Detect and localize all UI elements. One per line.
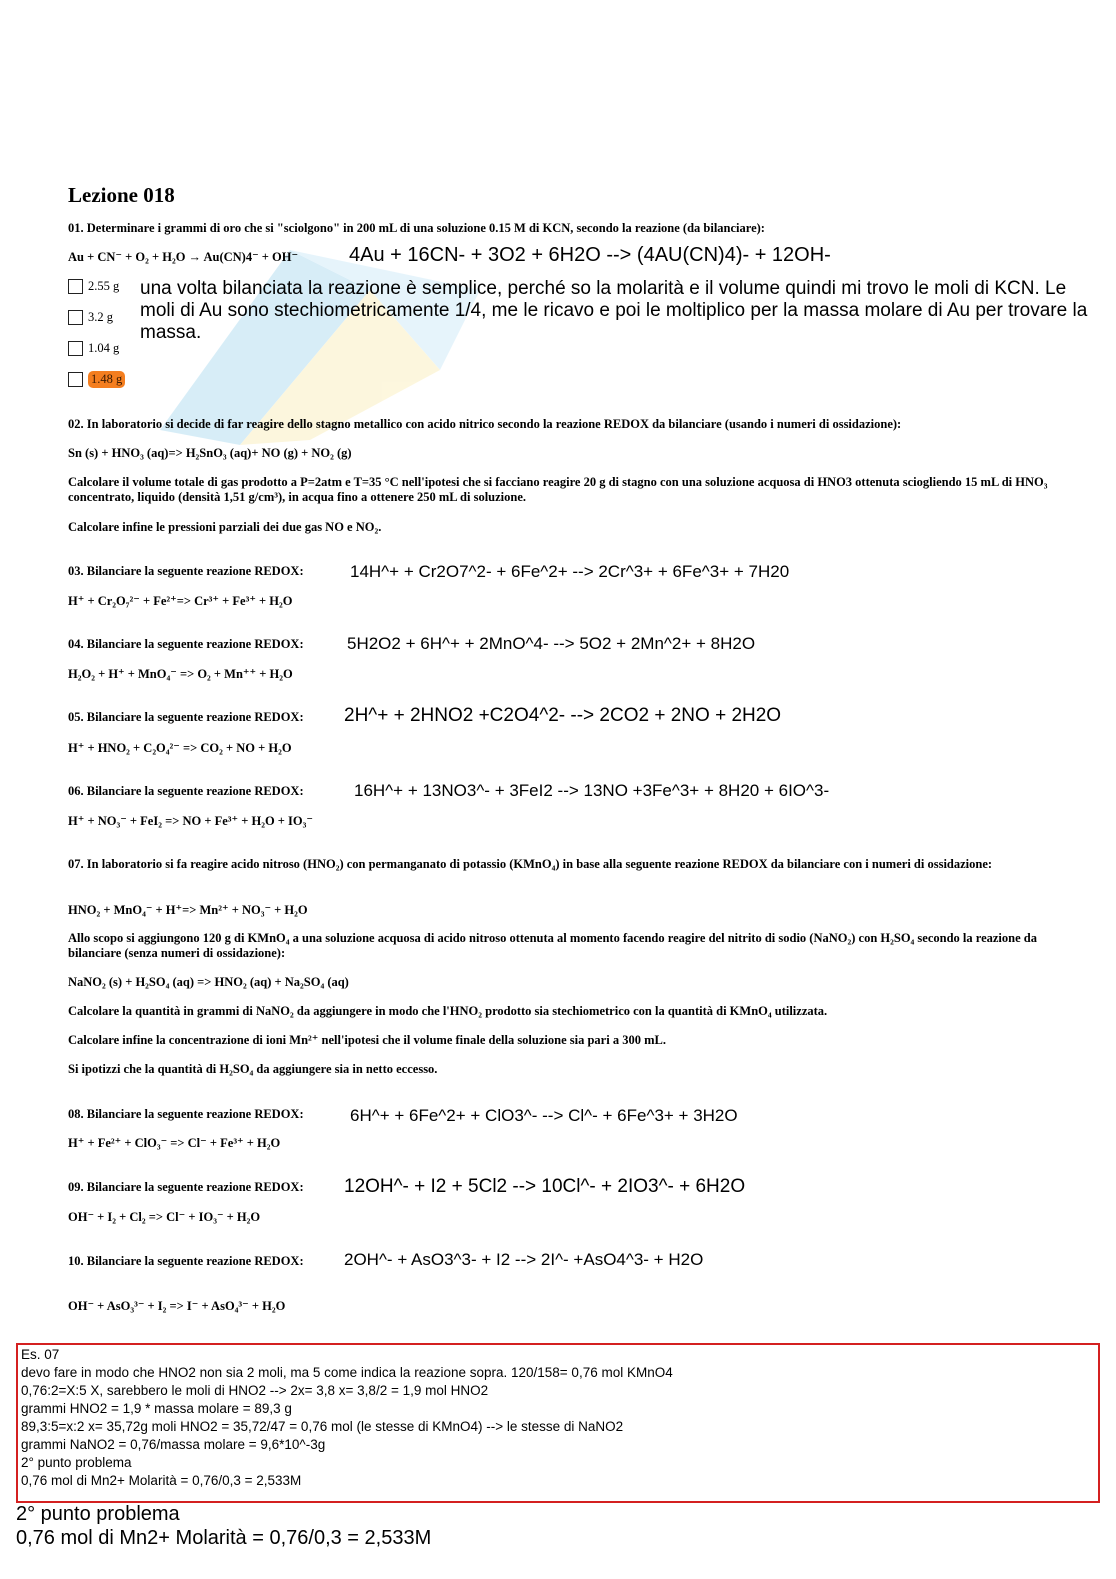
option-label: 2.55 g: [88, 279, 120, 293]
notes-overflow-line-1: 2° punto problema: [16, 1503, 180, 1525]
question-07-equation-2: NaNO₂ (s) + H₂SO₄ (aq) => HNO₂ (aq) + Na₂SO₄ (aq): [68, 975, 349, 989]
notes-line: grammi HNO2 = 1,9 * massa molare = 89,3 g: [21, 1401, 292, 1416]
question-04-equation: H₂O₂ + H⁺ + MnO₄⁻ => O₂ + Mn⁺⁺ + H₂O: [68, 667, 293, 681]
question-05-text: 05. Bilanciare la seguente reazione REDOX:: [68, 710, 304, 724]
question-01-answer: 4Au + 16CN- + 3O2 + 6H2O --> (4AU(CN)4)- + 12OH-: [349, 244, 831, 266]
question-04-text: 04. Bilanciare la seguente reazione REDOX:: [68, 637, 304, 651]
question-06-answer: 16H^+ + 13NO3^- + 3FeI2 --> 13NO +3Fe^3+ + 8H20 + 6IO^3-: [354, 781, 830, 800]
notes-line: 89,3:5=x:2 x= 35,72g moli HNO2 = 35,72/47 = 0,76 mol (le stesse di KMnO4) --> le stesse di NaNO2: [21, 1419, 624, 1434]
checkbox[interactable]: [68, 310, 83, 325]
question-07-paragraph-3: Calcolare infine la concentrazione di ioni Mn²⁺ nell'ipotesi che il volume finale della soluzione sia pari a 300 mL.: [68, 1033, 666, 1047]
question-09-text: 09. Bilanciare la seguente reazione REDOX:: [68, 1180, 304, 1194]
question-08-answer: 6H^+ + 6Fe^2+ + ClO3^- --> Cl^- + 6Fe^3+ + 3H2O: [350, 1106, 738, 1125]
question-02-equation: Sn (s) + HNO₃ (aq)=> H₂SnO₃ (aq)+ NO (g) + NO₂ (g): [68, 446, 352, 460]
option-label-highlighted: 1.48 g: [88, 371, 125, 388]
question-07-equation-1: HNO₂ + MnO₄⁻ + H⁺=> Mn²⁺ + NO₃⁻ + H₂O: [68, 903, 308, 917]
question-10-equation: OH⁻ + AsO₃³⁻ + I₂ => I⁻ + AsO₄³⁻ + H₂O: [68, 1299, 286, 1313]
notes-line: devo fare in modo che HNO2 non sia 2 moli, ma 5 come indica la reazione sopra. 120/158= 0,76 mol KMnO4: [21, 1365, 673, 1380]
question-07-text: 07. In laboratorio si fa reagire acido nitroso (HNO₂) con permanganato di potassio (KMnO₄) in base alla seguente reazione REDOX da bilanciare con i numeri di ossidazione:: [68, 857, 993, 871]
option-3[interactable]: [68, 341, 119, 356]
notes-line: grammi NaNO2 = 0,76/massa molare = 9,6*10^-3g: [21, 1437, 326, 1452]
question-08-equation: H⁺ + Fe²⁺ + ClO₃⁻ => Cl⁻ + Fe³⁺ + H₂O: [68, 1136, 281, 1150]
question-07-paragraph-1: Allo scopo si aggiungono 120 g di KMnO₄ a una soluzione acquosa di acido nitroso ottenuta al momento facendo reagire del nitrito di sodio (NaNO₂) con H₂SO₄ secondo la reazione da bilanciare (senza numeri di ossidazione):: [68, 931, 1037, 960]
notes-box[interactable]: [16, 1343, 1100, 1503]
question-02-text: 02. In laboratorio si decide di far reagire dello stagno metallico con acido nitrico secondo la reazione REDOX da bilanciare (usando i numeri di ossidazione):: [68, 417, 902, 431]
question-06-text: 06. Bilanciare la seguente reazione REDOX:: [68, 784, 304, 798]
question-02-paragraph-1: Calcolare il volume totale di gas prodotto a P=2atm e T=35 °C nell'ipotesi che si facciano reagire 20 g di stagno con una soluzione acquosa di HNO3 ottenuta sciogliendo 15 mL di HNO₃ concentrato, liquido (densità 1,51 g/cm³), in acqua fino a ottenere 250 mL di soluzione.: [68, 475, 1048, 504]
question-07-paragraph-2: Calcolare la quantità in grammi di NaNO₂ da aggiungere in modo che l'HNO₂ prodotto sia stechiometrico con la quantità di KMnO₄ utilizzata.: [68, 1004, 828, 1018]
notes-line: 2° punto problema: [21, 1455, 132, 1470]
question-09-equation: OH⁻ + I₂ + Cl₂ => Cl⁻ + IO₃⁻ + H₂O: [68, 1210, 261, 1224]
notes-overflow-line-2: 0,76 mol di Mn2+ Molarità = 0,76/0,3 = 2,533M: [16, 1527, 432, 1549]
option-label: 1.04 g: [88, 341, 120, 355]
question-04-answer: 5H2O2 + 6H^+ + 2MnO^4- --> 5O2 + 2Mn^2+ + 8H2O: [347, 634, 756, 653]
question-03-equation: H⁺ + Cr₂O₇²⁻ + Fe²⁺=> Cr³⁺ + Fe³⁺ + H₂O: [68, 594, 293, 608]
question-05-answer: 2H^+ + 2HNO2 +C2O4^2- --> 2CO2 + 2NO + 2H2O: [344, 705, 782, 726]
page-title: Lezione 018: [68, 183, 175, 207]
option-4[interactable]: [68, 371, 125, 388]
question-02-paragraph-2: Calcolare infine le pressioni parziali dei due gas NO e NO₂.: [68, 520, 382, 534]
question-08-text: 08. Bilanciare la seguente reazione REDOX:: [68, 1107, 304, 1121]
question-10-answer: 2OH^- + AsO3^3- + I2 --> 2I^- +AsO4^3- + H2O: [344, 1250, 704, 1269]
checkbox[interactable]: [68, 279, 83, 294]
question-01-equation: Au + CN⁻ + O₂ + H₂O → Au(CN)4⁻ + OH⁻: [68, 250, 299, 264]
notes-line: 0,76:2=X:5 X, sarebbero le moli di HNO2 --> 2x= 3,8 x= 3,8/2 = 1,9 mol HNO2: [21, 1383, 489, 1398]
notes-line: 0,76 mol di Mn2+ Molarità = 0,76/0,3 = 2,533M: [21, 1473, 302, 1488]
question-01-text: 01. Determinare i grammi di oro che si "sciolgono" in 200 mL di una soluzione 0.15 M di KCN, secondo la reazione (da bilanciare):: [68, 221, 765, 235]
checkbox[interactable]: [68, 372, 83, 387]
question-10-text: 10. Bilanciare la seguente reazione REDOX:: [68, 1254, 304, 1268]
option-label: 3.2 g: [88, 310, 113, 324]
question-01-explanation: una volta bilanciata la reazione è semplice, perché so la molarità e il volume quindi mi trovo le moli di KCN. Le moli di Au sono stechiometricamente 1/4, me le ricavo e poi le moltiplico per la massa molare di Au per trovare la massa.: [140, 278, 1088, 343]
option-1[interactable]: [68, 279, 119, 294]
question-03-answer: 14H^+ + Cr2O7^2- + 6Fe^2+ --> 2Cr^3+ + 6Fe^3+ + 7H20: [350, 562, 790, 581]
question-07-paragraph-4: Si ipotizzi che la quantità di H₂SO₄ da aggiungere sia in netto eccesso.: [68, 1062, 438, 1076]
question-09-answer: 12OH^- + I2 + 5Cl2 --> 10Cl^- + 2IO3^- + 6H2O: [344, 1176, 746, 1197]
question-03-text: 03. Bilanciare la seguente reazione REDOX:: [68, 564, 304, 578]
question-05-equation: H⁺ + HNO₂ + C₂O₄²⁻ => CO₂ + NO + H₂O: [68, 741, 292, 755]
checkbox[interactable]: [68, 341, 83, 356]
question-06-equation: H⁺ + NO₃⁻ + FeI₂ => NO + Fe³⁺ + H₂O + IO₃⁻: [68, 814, 313, 828]
option-2[interactable]: [68, 310, 113, 325]
notes-line: Es. 07: [21, 1347, 60, 1362]
